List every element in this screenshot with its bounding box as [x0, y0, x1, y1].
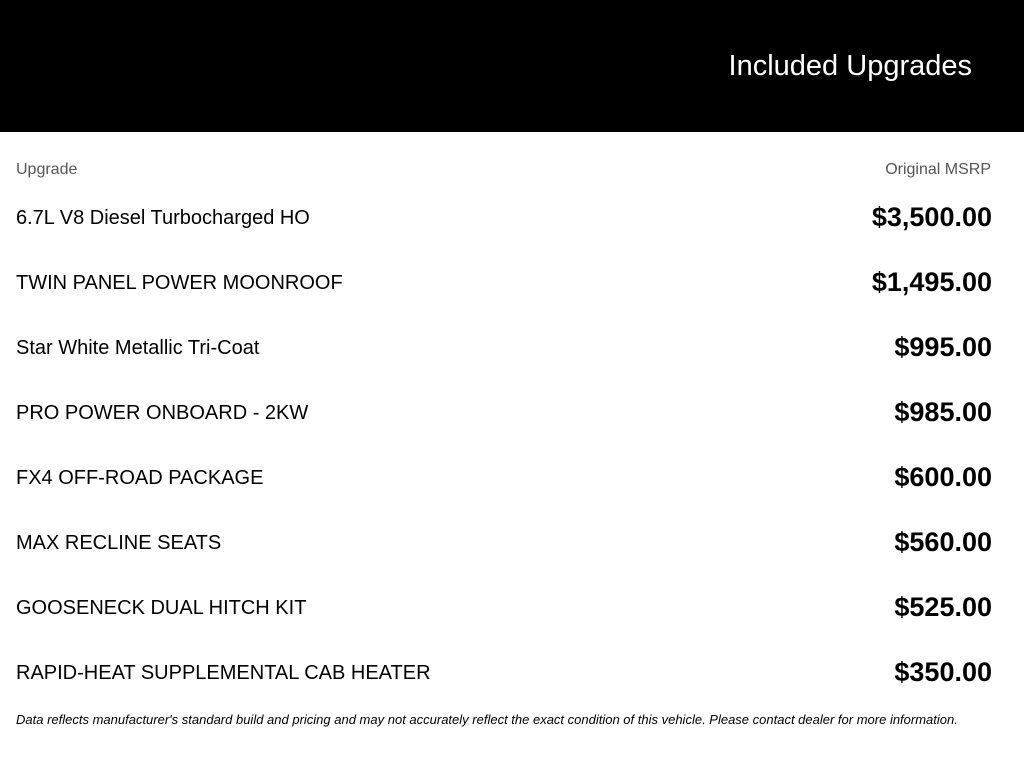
upgrade-price: $560.00 [894, 527, 992, 557]
upgrade-price: $525.00 [894, 592, 992, 622]
upgrade-name: 6.7L V8 Diesel Turbocharged HO [16, 207, 310, 229]
upgrade-name: MAX RECLINE SEATS [16, 532, 222, 554]
upgrade-price: $1,495.00 [871, 267, 992, 297]
upgrade-row [16, 250, 992, 315]
upgrade-name: RAPID-HEAT SUPPLEMENTAL CAB HEATER [16, 662, 431, 684]
upgrade-row [16, 380, 992, 445]
upgrade-row [16, 315, 992, 380]
column-headers [16, 160, 991, 180]
upgrade-row [16, 575, 992, 640]
upgrade-list [16, 185, 992, 705]
page-header [0, 0, 1024, 132]
upgrade-name: GOOSENECK DUAL HITCH KIT [16, 597, 307, 619]
upgrade-row [16, 510, 992, 575]
upgrade-price: $600.00 [894, 462, 992, 492]
column-header-upgrade: Upgrade [16, 161, 78, 178]
upgrade-row [16, 445, 992, 510]
upgrade-row [16, 185, 992, 250]
upgrade-price: $3,500.00 [871, 202, 992, 232]
upgrade-price: $350.00 [894, 657, 992, 687]
upgrade-row [16, 640, 992, 705]
upgrade-name: FX4 OFF-ROAD PACKAGE [16, 467, 264, 489]
column-header-original-msrp: Original MSRP [885, 161, 991, 178]
disclaimer-text: Data reflects manufacturer's standard build and pricing and may not accurately reflect the exact condition of this vehicle. Please contact dealer for more information. [16, 712, 958, 727]
upgrade-name: Star White Metallic Tri-Coat [16, 337, 260, 359]
upgrade-price: $985.00 [894, 397, 992, 427]
upgrade-name: PRO POWER ONBOARD - 2KW [16, 402, 309, 424]
upgrade-price: $995.00 [894, 332, 992, 362]
upgrade-name: TWIN PANEL POWER MOONROOF [16, 272, 343, 294]
page-title: Included Upgrades [728, 50, 972, 82]
